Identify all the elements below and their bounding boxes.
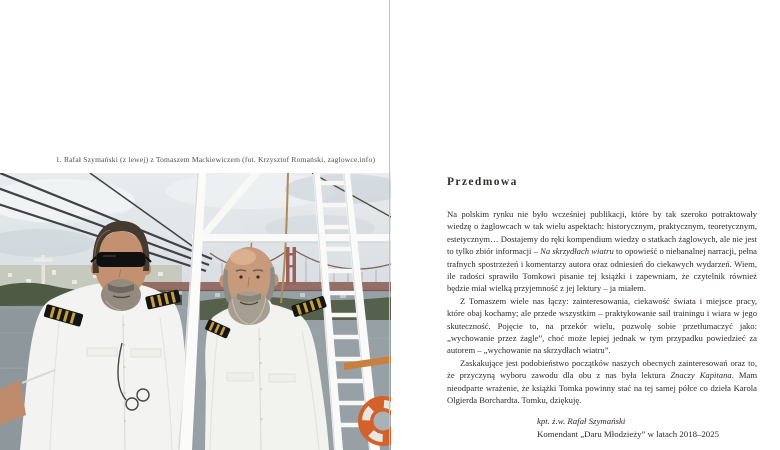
preface-paragraph: Z Tomaszem wiele nas łączy: zainteresowania, ciekawość świata i miejsce pracy, które obaj kochamy; ale przede wszystkim – praktykowanie sail trainingu i wiara w jego skuteczność. Pojęcie to, na przekór wielu, pozwolę sobie przetłumaczyć jako: „wychowanie przez żagle”, choć może lepiej jednak w tym przypadku powiedzieć za autorem – „wychowanie na skrzydłach wiatru”. <box>447 295 757 356</box>
preface-paragraph: Zaskakujące jest podobieństwo początków naszych obecnych zainteresowań oraz to, że przyczyną wyboru zawodu dla obu z nas była lektura Znaczy Kapitana. Mam nieodparte wrażenie, że książki Tomka powinny stać na tej samej półce co dzieła Karola Olgierda Borchardta. Tomku, dziękuję. <box>447 357 758 406</box>
signature-title: Komendant „Daru Młodzieży” w latach 2018–2025 <box>537 428 719 439</box>
signature-block <box>537 415 719 440</box>
preface-paragraphs <box>447 208 757 407</box>
ship-captains-photo <box>0 173 391 450</box>
preface-paragraph: Na polskim rynku nie było wcześniej publikacji, które by tak szeroko potraktowały wiedzę o żaglowcach w tak wielu aspektach: historycznym, praktycznym, teoretycznym, estetycznym… Dostajemy do ręki kompendium wiedzy o statkach żaglowych, ale nie jest to tylko zbiór informacji – Na skrzydłach wiatru to opowieść o niebanalnej narracji, pełna trafnych spostrzeżeń i komentarzy autora oraz odniesień do ciekawych wydarzeń. Wiem, ile radości sprawiło Tomkowi pisanie tej książki i zapewniam, że czytelnik również będzie miał wielką przyjemność z jej lektury – ja miałem. <box>447 209 758 294</box>
page-gutter-line <box>389 0 390 450</box>
preface-heading: Przedmowa <box>447 176 518 188</box>
signature-name: kpt. ż.w. Rafał Szymański <box>537 416 626 426</box>
photo-caption: 1. Rafał Szymański (z lewej) z Tomaszem Mackiewiczem (fot. Krzysztof Romański, zaglowce.info) <box>55 155 376 164</box>
